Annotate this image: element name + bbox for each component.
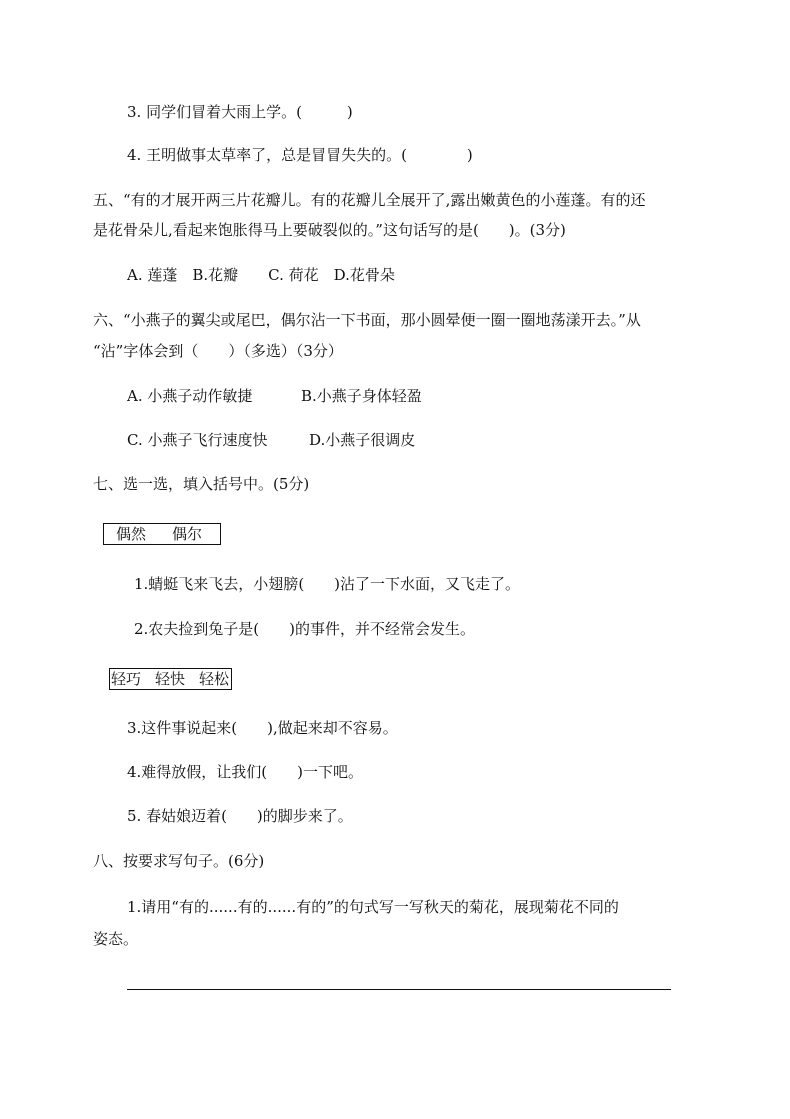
section-6-line-2: “沾”字体会到（ ）（多选）（3分） <box>93 342 343 360</box>
section-7-item-3: 3.这件事说起来( ),做起来却不容易。 <box>127 719 398 737</box>
section-7-item-2: 2.农夫捡到兔子是( )的事件，并不经常会发生。 <box>134 620 476 638</box>
section-7-item-5: 5. 春姑娘迈着( )的脚步来了。 <box>127 807 353 825</box>
word-box-2 <box>109 668 232 690</box>
word-option: 轻松 <box>199 670 230 688</box>
section-7-item-4: 4.难得放假，让我们( )一下吧。 <box>127 763 364 781</box>
word-option: 轻快 <box>155 670 186 688</box>
section-6-line-1: 六、“小燕子的翼尖或尾巴，偶尔沾一下书面，那小圆晕便一圈一圈地荡漾开去。”从 <box>93 311 641 329</box>
section-5-line-1: 五、“有的才展开两三片花瓣儿。有的花瓣儿全展开了,露出嫩黄色的小莲蓬。有的还 <box>93 191 646 209</box>
word-option: 偶然 <box>116 525 147 543</box>
section-6-option-c: C. 小燕子飞行速度快 <box>127 431 268 449</box>
section-5-line-2: 是花骨朵儿,看起来饱胀得马上要破裂似的。”这句话写的是( )。(3分) <box>93 221 566 239</box>
section-6-option-a: A. 小燕子动作敏捷 <box>127 387 253 405</box>
section-6-option-b: B.小燕子身体轻盈 <box>301 387 422 405</box>
section-8-line-1: 1.请用“有的......有的......有的”的句式写一写秋天的菊花，展现菊花不同的 <box>127 898 619 916</box>
section-6-option-d: D.小燕子很调皮 <box>309 431 416 449</box>
section-5-options: A. 莲蓬 B.花瓣 C. 荷花 D.花骨朵 <box>127 266 395 284</box>
question-3: 3. 同学们冒着大雨上学。( ) <box>127 103 353 121</box>
answer-line[interactable] <box>127 989 671 990</box>
section-7-item-1: 1.蜻蜓飞来飞去，小翅膀( )沾了一下水面，又飞走了。 <box>134 575 521 593</box>
word-box-1 <box>103 523 221 545</box>
word-option: 偶尔 <box>172 525 203 543</box>
word-option: 轻巧 <box>111 670 142 688</box>
section-8-title: 八、按要求写句子。(6分) <box>93 852 265 870</box>
section-7-title: 七、选一选，填入括号中。(5分) <box>93 475 310 493</box>
question-4: 4. 王明做事太草率了，总是冒冒失失的。( ) <box>127 146 473 164</box>
section-8-line-2: 姿态。 <box>93 930 139 948</box>
